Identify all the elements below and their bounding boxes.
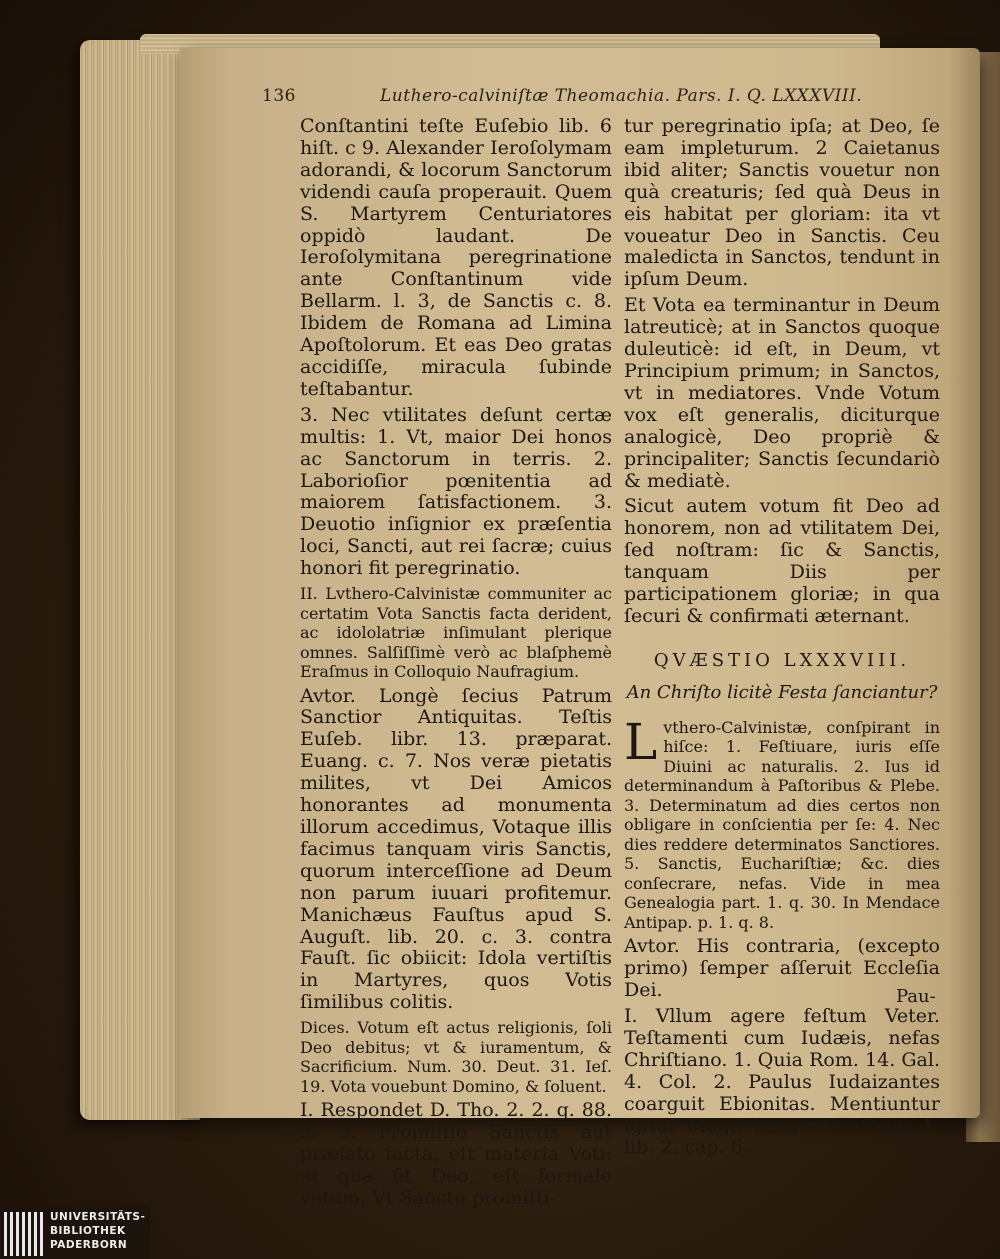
question-subtitle: An Chriſto licitè Festa ſanciantur? (626, 681, 938, 703)
paragraph: Avtor. Longè ſecius Patrum Sanctior Antiquitas. Teſtis Euſeb. libr. 13. præparat. Euang. c. 7. Nos veræ pietatis milites, vt Dei Amicos honorantes ad monumenta illorum accedimus, Votaque illis facimus tanquam viris Sanctis, quorum interceſſione ad Deum non parum iuuari profitemur. Manichæus Fauſtus apud S. Auguſt. lib. 20. c. 3. contra Fauſt. ſic obiicit: Idola vertiſtis in Martyres, quos Votis ſimilibus colitis. (300, 684, 612, 1014)
running-header (262, 86, 962, 114)
paragraph: II. Lvthero-Calvinistæ communiter ac certatim Vota Sanctis facta derident, ac idololatriæ inſimulant plerique omnes. Salſiſſimè verò ac blaſphemè Eraſmus in Colloquio Naufragium. (300, 584, 612, 682)
question-heading: QVÆSTIO LXXXVIII. (653, 649, 911, 671)
library-logo (0, 1206, 150, 1259)
page-number: 136 (262, 86, 296, 106)
paragraph: tur peregrinatio ipſa; at Deo, ſe eam impleturum. 2 Caietanus ibid aliter; Sanctis vouetur non quà creaturis; ſed quà Deus in eis habitat per gloriam: ita vt voueatur Deo in Sanctis. Ceu maledicta in Sanctos, tendunt in ipſum Deum. (624, 115, 940, 291)
right-column (624, 116, 940, 1163)
paragraph: Sicut autem votum fit Deo ad honorem, non ad vtilitatem Dei, ſed noſtram: ſic & Sanctis, tanquam Diis per participationem gloriæ; in qua ſecuri & confirmati æternant. (624, 495, 940, 627)
drop-cap: L (624, 712, 658, 771)
paragraph: Avtor. His contraria, (excepto primo) ſemper aſſeruit Eccleſia Dei. (624, 935, 940, 1002)
paragraph: I. Vllum agere feſtum Veter. Teſtamenti cum Iudæis, nefas Chriſtiano. 1. Quia Rom. 14. Gal. 4. Col. 2. Paulus Iudaizantes coarguit Ebionitas. Mentiuntur igitur Magdeburgenſes Cent. 1. lib. 2. cap. 6. (624, 1004, 940, 1159)
paragraph: Et Vota ea terminantur in Deum latreuticè; at in Sanctos quoque duleuticè: id eſt, in Deum, vt Principium primum; in Sanctos, vt in mediatores. Vnde Votum vox eſt generalis, diciturque analogicè, Deo propriè & principaliter; Sanctis ſecundariò & mediatè. (624, 294, 940, 492)
paragraph-text: vthero-Calvinistæ, conſpirant in hiſce: 1. Feſtiuare, iuris eſſe Diuini ac naturalis. 2. Ius id determinandum à Paſtoribus & Plebe. 3. Determinatum ad dies certos non obligare in conſcientia per ſe: 4. Nec dies reddere determinatos Sanctiores. 5. Sanctis, Euchariſtiæ; &c. dies conſecrare, nefas. Vide in mea Genealogia part. 1. q. 30. In Mendace Antipap. p. 1. q. 8. (624, 717, 940, 932)
logo-text: UNIVERSITÄTS- BIBLIOTHEK PADERBORN (50, 1211, 146, 1251)
barcode-logo-icon (4, 1212, 44, 1256)
paragraph: Dices. Votum eſt actus religionis, ſoli Deo debitus; vt & iuramentum, & Sacrificium. Num. 30. Deut. 31. Ieſ. 19. Vota vouebunt Domino, & ſoluent. (300, 1018, 612, 1096)
paragraph (624, 712, 940, 933)
running-title: Luthero-calviniſtæ Theomachia. Pars. I. Q. LXXXVIII. (380, 86, 863, 106)
left-column (300, 116, 612, 1214)
catchword: Pau- (896, 986, 936, 1007)
paragraph: Conſtantini teſte Euſebio lib. 6 hiſt. c 9. Alexander Ieroſolymam adorandi, & locorum Sanctorum videndi cauſa properauit. Quem S. Martyrem Centuriatores oppidò laudant. De Ieroſolymitana peregrinatione ante Conſtantinum vide Bellarm. l. 3, de Sanctis c. 8. Ibidem de Romana ad Limina Apoſtolorum. Et eas Deo gratas accidiſſe, miracula ſubinde teſtabantur. (300, 115, 612, 400)
paragraph: I. Respondet D. Tho. 2. 2. q. 88. a. 5. Promiſſio Sanctis aut prælato facta, eſt materia Voti: at quà fit Deo, eſt formale votum. Vt Sancto promitti- (300, 1099, 612, 1209)
paragraph: 3. Nec vtilitates deſunt certæ multis: 1. Vt, maior Dei honos ac Sanctorum in terris. 2. Laborioſior pœnitentia ad maiorem ſatisfactionem. 3. Deuotio inſignior ex præſentia loci, Sancti, aut rei ſacræ; cuius honori fit peregrinatio. (300, 403, 612, 580)
